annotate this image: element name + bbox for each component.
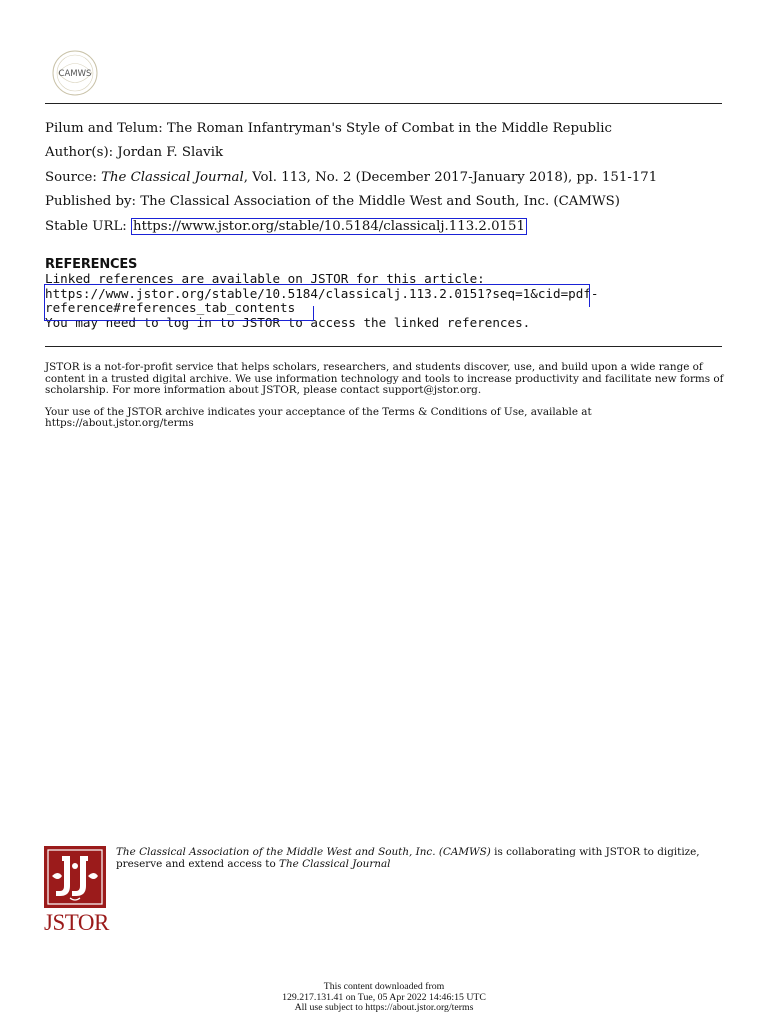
references-link-box-tail[interactable] bbox=[44, 306, 314, 321]
download-line1: This content downloaded from bbox=[323, 981, 445, 992]
article-metadata bbox=[45, 117, 725, 239]
authors-label: Author(s): bbox=[45, 145, 114, 161]
download-line3: All use subject to https://about.jstor.org/terms bbox=[294, 1002, 474, 1013]
source-label: Source: bbox=[45, 169, 97, 185]
references-link-box[interactable] bbox=[44, 284, 590, 307]
authors-row bbox=[45, 141, 725, 165]
jstor-wordmark: JSTOR bbox=[44, 910, 109, 935]
section-divider bbox=[45, 346, 722, 347]
camws-seal-icon bbox=[48, 46, 102, 100]
camws-logo bbox=[48, 46, 102, 100]
stable-url-row bbox=[45, 215, 725, 239]
source-details: , Vol. 113, No. 2 (December 2017-January 2018), pp. 151-171 bbox=[243, 169, 658, 185]
notice-paragraph-about: JSTOR is a not-for-profit service that helps scholars, researchers, and students discover, use, and build upon a wide range of content in a trusted digital archive. We use information technology and tools to increase productivity and facilitate new forms of scholarship. For more information about JSTOR, please contact support@jstor.org. bbox=[45, 361, 724, 397]
publisher-value: The Classical Association of the Middle West and South, Inc. (CAMWS) bbox=[140, 194, 620, 210]
notice-paragraph-terms: Your use of the JSTOR archive indicates your acceptance of the Terms & Conditions of Use, available at https://about.jstor.org/terms bbox=[45, 405, 592, 430]
collab-journal: The Classical Journal bbox=[279, 857, 391, 870]
camws-logo-text: CAMWS bbox=[58, 69, 92, 79]
download-notice bbox=[0, 982, 768, 1014]
download-line2: 129.217.131.41 on Tue, 05 Apr 2022 14:46:15 UTC bbox=[282, 991, 486, 1003]
jstor-logo bbox=[44, 846, 114, 936]
source-journal: The Classical Journal bbox=[101, 169, 244, 185]
publisher-row bbox=[45, 190, 725, 214]
source-row bbox=[45, 166, 725, 190]
collaboration-statement bbox=[116, 847, 716, 870]
publisher-label: Published by: bbox=[45, 194, 137, 210]
stable-url-label: Stable URL: bbox=[45, 218, 127, 234]
stable-url-link[interactable]: https://www.jstor.org/stable/10.5184/classicalj.113.2.0151 bbox=[133, 218, 525, 234]
collab-org: The Classical Association of the Middle West and South, Inc. (CAMWS) bbox=[116, 846, 491, 858]
references-intro: Linked references are available on JSTOR for this article: bbox=[45, 271, 485, 286]
authors-value: Jordan F. Slavik bbox=[117, 145, 224, 161]
references-link-line2[interactable]: reference#references_tab_contents bbox=[45, 300, 296, 316]
jstor-emblem-icon bbox=[44, 846, 106, 908]
references-link-line1[interactable]: https://www.jstor.org/stable/10.5184/classicalj.113.2.0151?seq=1&cid=pdf- bbox=[45, 285, 599, 301]
references-login-note: You may need to log in to JSTOR to access the linked references. bbox=[45, 314, 531, 330]
references-heading: REFERENCES bbox=[45, 257, 138, 272]
article-title: Pilum and Telum: The Roman Infantryman's Style of Combat in the Middle Republic bbox=[45, 121, 613, 136]
jstor-notice bbox=[45, 362, 725, 440]
header-divider bbox=[45, 103, 722, 104]
collab-text: is collaborating with JSTOR to digitize, preserve and extend access to bbox=[116, 846, 700, 870]
